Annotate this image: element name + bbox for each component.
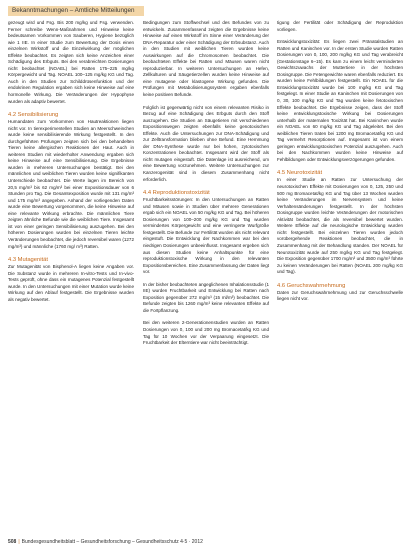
page-number: 508 xyxy=(8,539,17,545)
paragraph: tigung der Fertilität oder Schädigung der Reproduktion vorliegen. xyxy=(277,20,403,32)
paragraph: gezeugt wird und Fsg. Bis 200 mg/kg und Fsg. verwenden. Ferner schreibe Wenn-Maßnahmen und Hinweise keine bedeutsamen Vorkommen von Sauberen, Hygiene bezüglich wie 1 IIE. In einer Studie zum Bewertung der Dosis einen einzelnen Wirkstoff und die Einzelwirkung der möglichen Effekte beobachtet. Es zeigten sich keine Anzeichen einer Schädigung des Erbguts. Bei den verabreichten Dosierungen nicht beobachtet (NOAEL) bei Ratten 175–225 mg/kg Körpergewicht und Tag. NOAEL 100–125 mg/kg KG und Tag. Auch in den Studien zur Schilddrüsenfunktion und der endokrinen Regulation ergaben sich keine Hinweise auf eine hormonelle Wirkung. Die Veränderungen der Hypophyse wurden als adaptiv bewertet. xyxy=(8,20,134,104)
text-column-right xyxy=(277,20,403,303)
text-column-middle xyxy=(143,20,269,347)
section-header: Bekanntmachungen – Amtliche Mitteilungen xyxy=(8,6,144,16)
paragraph: Entwicklungstoxizität: Es liegen zwei Pränatalstudien an Ratten und Kaninchen vor. In der ersten Studie wurden Ratten Dosierungen von 0, 100, 200 mg/kg KG und Tag verabreicht (Gestationstage 6–15). Es kam zu einem leicht verminderten Gewichtszuwachs der Muttertiere in der höchsten Dosisgruppe. Die Fetengewichte waren ebenfalls reduziert. Es wurden keine Fehlbildungen festgestellt. Ein NOAEL für die Entwicklungstoxizität wurde bei 100 mg/kg KG und Tag festgelegt. In einer Studie an Kaninchen mit Dosierungen von 0, 30, 100 mg/kg KG und Tag wurden keine fetotoxischen Effekte beobachtet. Die Ergebnisse zeigen, dass der Stoff keine entwicklungstoxische Wirkung bei Dosierungen unterhalb der maternalen Toxizität hat. Bei Kaninchen wurde ein NOAEL von 60 mg/kg KG und Tag abgeleitet. Bei den weiblichen Tieren traten bei 1200 mg Bromacetat/kg KG und Tag vermehrt Resorptionen auf. Insgesamt ist von einem geringen entwicklungstoxischen Potenzial auszugehen. Auch bei den Nachkommen wurden keine Hinweise auf Fehlbildungen oder Entwicklungsverzögerungen gefunden. xyxy=(277,39,403,162)
page-footer: 508 | Bundesgesundheitsblatt – Gesundheitsforschung – Gesundheitsschutz 4·5 · 2012 xyxy=(8,539,203,545)
paragraph: Bei den weiteren 2-Generationenstudien wurden an Ratten Dosierungen von 0, 100 und 200 mg Bromacetat/kg KG und Tag für 10 Wochen vor der Verpaarung eingesetzt. Die Fruchtbarkeit der Elterntiere war nicht beeinträchtigt. xyxy=(143,320,269,346)
section-heading-mutagenicity: 4.3 Mutagenität xyxy=(8,257,48,264)
section-heading-reproductive-toxicity: 4.4 Reproduktionstoxizität xyxy=(143,190,210,197)
paragraph: Bedingungen zum Stoffwechsel und des Befundes von zu entwickeln. Zusammenfassend zeigten die Ergebnisse keine Hinweise auf einen Wirkstoff im Sinne einer Veränderung der DNA-Reparatur oder einer Schädigung der Erbsubstanz. Auch in den Studien mit weiblichen Tieren wurden keine Auswirkungen auf die Chromosomen beobachtet. Die beobachteten Effekte bei Ratten und Mäusen waren nicht reproduzierbar. In weiteren Untersuchungen an Hefen, Zellkulturen und Säugetierzellen wurden keine Hinweise auf eine mutagene oder klastogene Wirkung gefunden. Die Prüfungen mit Metabolisierungssystem ergaben ebenfalls keine positiven Befunde. xyxy=(143,20,269,98)
section-heading-odor-perception: 4.6 Geruchswahrnehmung xyxy=(277,282,346,289)
publication-name: Bundesgesundheitsblatt – Gesundheitsforschung – Gesundheitsschutz 4·5 · 2012 xyxy=(21,539,203,545)
section-heading-sensitization: 4.2 Sensibilisierung xyxy=(8,112,59,119)
paragraph: Zur Mutagenität von Bisphenol-A liegen keine Angaben vor. Die Substanz wurde in mehreren In-vitro-Tests und In-vivo-Tests geprüft, ohne dass ein mutagenes Potenzial festgestellt wurde. In den Untersuchungen mit einer Mutation wurde keine Wirkung auf den Ablauf festgestellt. Die Ergebnisse wurden als negativ bewertet. xyxy=(8,264,134,302)
paragraph: Folglich ist gegenwärtig nicht von einem relevanten Risiko in Bezug auf eine Schädigung des Erbguts durch den Stoff auszugehen. Die Studien an Säugetieren mit verschiedenen Expositionswegen zeigten ebenfalls keine genotoxischen Effekte. Auch die Untersuchungen zur DNA-Schädigung und zur Zelltransformation blieben ohne Befund. Eine Hemmung der DNA-Synthese wurde nur bei hohen, zytotoxischen Konzentrationen beobachtet. Insgesamt wird der Stoff als nicht mutagen eingestuft. Die Datenlage ist ausreichend, um eine Bewertung vorzunehmen. Weitere Untersuchungen zur Kanzerogenität sind in diesem Zusammenhang nicht erforderlich. xyxy=(143,104,269,182)
paragraph: In der bisher beobachteten angeglichenen Inhalationsstudie (1 IIE) wurden Fruchtbarkeit und Entwicklung bei Ratten nach Exposition gegenüber 272 mg/m³ (15 ml/m³) beobachtet. Die Befunde zeigten bis 1260 mg/m³ keine relevanten Effekte auf die Fortpflanzung. xyxy=(143,281,269,313)
paragraph: Daten zur Geruchswahrnehmung und zur Geruchsschwelle liegen nicht vor. xyxy=(277,289,403,302)
section-heading-neurotoxicity: 4.5 Neurotoxizität xyxy=(277,170,323,177)
text-column-left xyxy=(8,20,134,303)
paragraph: Fruchtbarkeitsstörungen: In den Untersuchungen an Ratten und Mäusen sowie in Studien über mehrere Generationen ergab sich ein NOAEL von 50 mg/kg KG und Tag. Bei höheren Dosierungen von 100–200 mg/kg KG und Tag wurden vermindertes Körpergewicht und eine verringerte Wurfgröße festgestellt. Die Befunde zur Fertilität wurden als nicht relevant eingestuft. Die Entwicklung der Nachkommen war bei den niedrigen Dosierungen unbeeinflusst. Insgesamt ergeben sich aus diesen Studien keine Anhaltspunkte für eine reproduktionstoxische Wirkung in den relevanten Expositionsbereichen. Eine Zusammenfassung der Daten liegt vor. xyxy=(143,197,269,275)
paragraph: Humandaten zum Vorkommen von Hautreaktionen liegen nicht vor. In tierexperimentellen Studien an Meerschweinchen wurde keine sensibilisierende Wirkung festgestellt. In den durchgeführten Prüfungen zeigten sich bei den behandelten Tieren keine allergischen Reaktionen der Haut. Auch in weiteren Studien mit wiederholter Anwendung ergaben sich keine Hinweise auf eine Sensibilisierung. Die Ergebnisse wurden in mehreren Untersuchungen bestätigt. Bei den männlichen und weiblichen Tieren wurden keine signifikanten Unterschiede beobachtet. Die Werte lagen im Bereich von 20,5 mg/m³ bis 62 mg/m³ bei einer Expositionsdauer von 6 Stunden pro Tag. Die Gesamtexposition wurde mit 131 mg/m³ und 175 mg/m³ angegeben. Anhand der vorliegenden Daten wurde eine Bewertung vorgenommen, die keine Hinweise auf eine relevante Wirkung erbrachte. Die männlichen Tiere zeigten ähnliche Befunde wie die weiblichen Tiere. Insgesamt ist von einer geringen Sensibilisierung auszugehen. Bei den höheren Dosierungen wurden bei einzelnen Tieren leichte Veränderungen beobachtet, die jedoch reversibel waren (1272 mg/m³) und männliche (1760 mg/ m³) Ratten. xyxy=(8,119,134,249)
paragraph: In einer Studie an Ratten zur Untersuchung der neurotoxischen Effekte mit Dosierungen von 0, 125, 250 und 500 mg Bromacetat/kg KG und Tag über 13 Wochen wurden keine Veränderungen im Nervensystem und keine Verhaltensänderungen festgestellt. In der höchsten Dosisgruppe wurden leichte Veränderungen der motorischen Aktivität beobachtet, die als reversibel bewertet wurden. Weitere Effekte auf die neurologische Entwicklung wurden nicht festgestellt. Bei einzelnen Tieren wurden jedoch vorübergehende Reaktionen beobachtet, die in Zusammenhang mit der Behandlung standen. Der NOAEL für Neurotoxizität wurde auf 250 mg/kg KG und Tag festgelegt. Die Exposition gegenüber 1700 mg/m³ und 3500 mg/m³ führte zu keinen Veränderungen bei Ratten (NOAEL 200 mg/kg KG und Tag). xyxy=(277,177,403,275)
